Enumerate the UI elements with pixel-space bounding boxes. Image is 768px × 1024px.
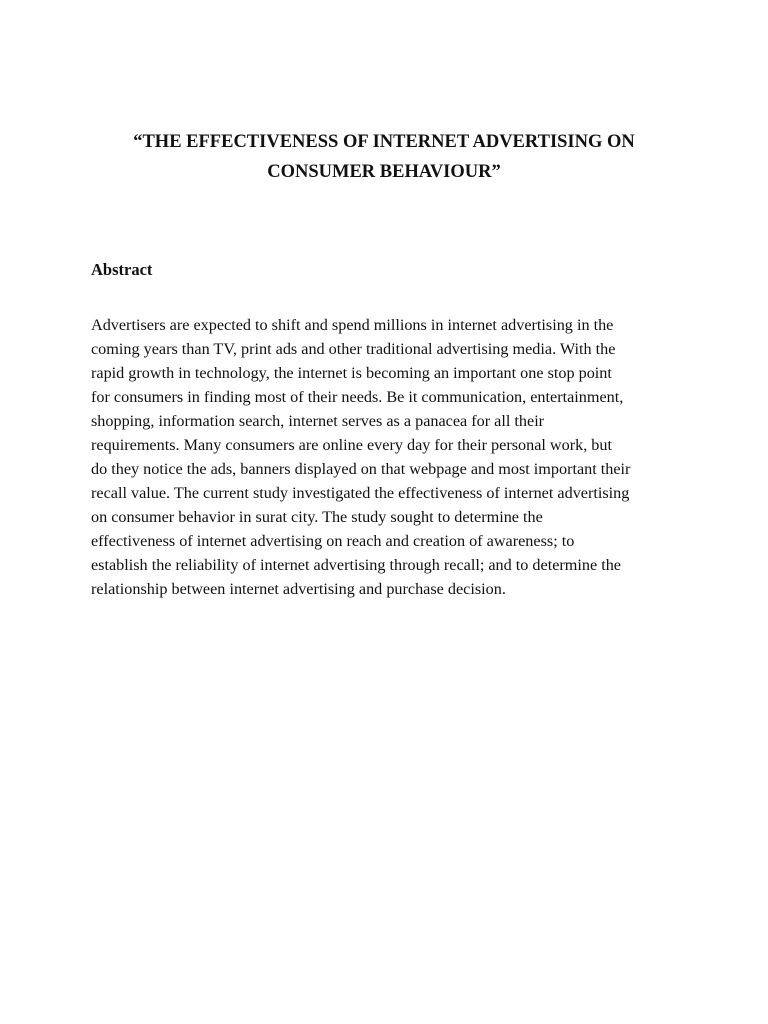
document-title (90, 127, 678, 187)
abstract-line: establish the reliability of internet advertising through recall; and to determine the (91, 556, 621, 574)
abstract-line: shopping, information search, internet serves as a panacea for all their (91, 412, 545, 430)
abstract-line: do they notice the ads, banners displayed on that webpage and most important their (91, 460, 631, 478)
title-line-2: CONSUMER BEHAVIOUR” (267, 162, 501, 182)
abstract-line: relationship between internet advertising and purchase decision. (91, 580, 506, 598)
abstract-line: requirements. Many consumers are online every day for their personal work, but (91, 436, 612, 454)
abstract-heading: Abstract (91, 260, 153, 279)
abstract-line: for consumers in finding most of their needs. Be it communication, entertainment, (91, 388, 624, 406)
abstract-line: recall value. The current study investigated the effectiveness of internet advertising (91, 484, 630, 502)
title-line-1: “THE EFFECTIVENESS OF INTERNET ADVERTISING ON (133, 132, 635, 152)
abstract-line: rapid growth in technology, the internet is becoming an important one stop point (91, 364, 612, 382)
abstract-line: coming years than TV, print ads and other traditional advertising media. With the (91, 340, 616, 358)
abstract-line: Advertisers are expected to shift and spend millions in internet advertising in the (91, 316, 614, 334)
abstract-paragraph (91, 313, 691, 601)
abstract-line: on consumer behavior in surat city. The study sought to determine the (91, 508, 543, 526)
abstract-line: effectiveness of internet advertising on reach and creation of awareness; to (91, 532, 575, 550)
